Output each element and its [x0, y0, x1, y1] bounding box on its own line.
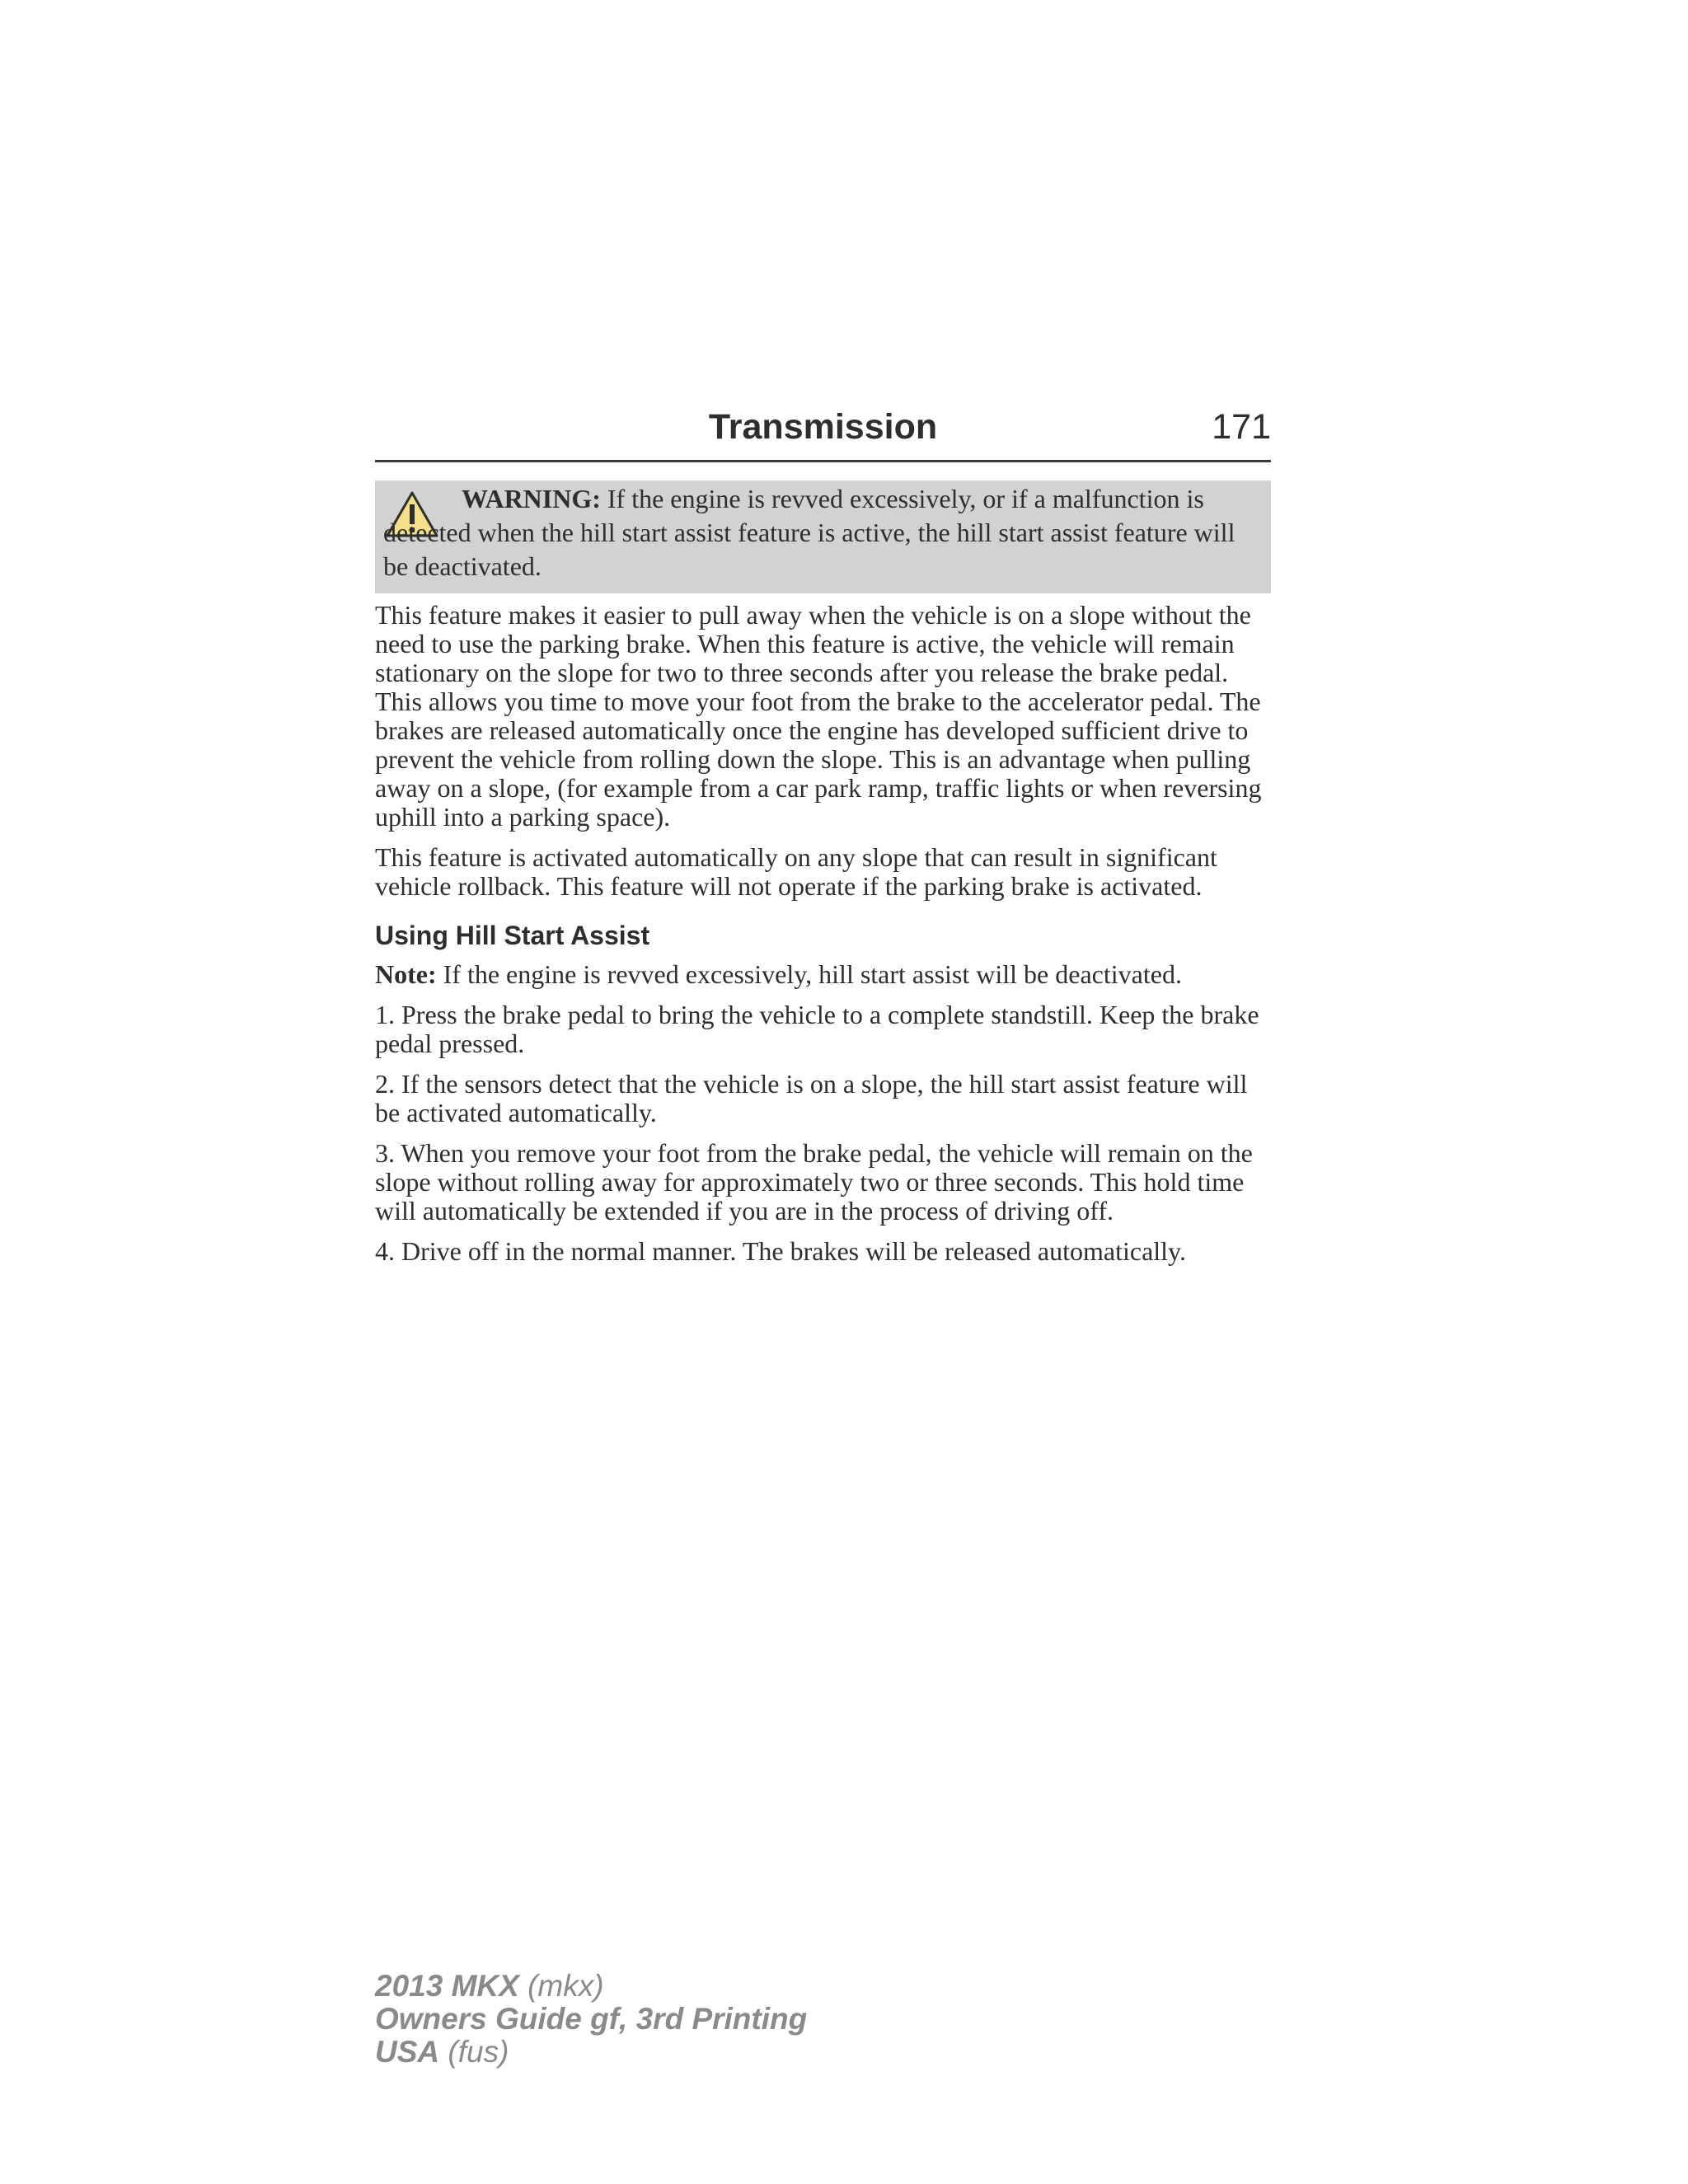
warning-text	[383, 482, 1257, 583]
body-content	[375, 601, 1271, 1277]
step-4: 4. Drive off in the normal manner. The brakes will be released automatically.	[375, 1236, 1186, 1266]
paragraph-activation: This feature is activated automatically on any slope that can result in significant vehicle rollback. This feature will not operate if the parking brake is activated.	[375, 842, 1217, 901]
note-label: Note:	[375, 959, 437, 989]
footer-line-2: Owners Guide gf, 3rd Printing	[375, 2002, 808, 2036]
footer-line-1: 2013 MKX (mkx)	[375, 1969, 604, 2003]
note-text: If the engine is revved excessively, hill start assist will be deactivated.	[443, 959, 1182, 989]
note-paragraph	[375, 960, 1271, 989]
footer-line-3: USA (fus)	[375, 2035, 509, 2069]
warning-body: If the engine is revved excessively, or if a malfunction is detected when the hill start assist feature is active, the hill start assist feature will be deactivated.	[383, 484, 1236, 581]
step-2: 2. If the sensors detect that the vehicle is on a slope, the hill start assist feature will be activated automatically.	[375, 1069, 1248, 1127]
step-1: 1. Press the brake pedal to bring the vehicle to a complete standstill. Keep the brake pedal pressed.	[375, 1000, 1259, 1058]
warning-box	[375, 480, 1271, 593]
paragraph-intro: This feature makes it easier to pull away when the vehicle is on a slope without the need to use the parking brake. When this feature is active, the vehicle will remain stationary on the slope for two to three seconds after you release the brake pedal. This allows you time to move your foot from the brake to the accelerator pedal. The brakes are released automatically once the engine has developed sufficient drive to prevent the vehicle from rolling down the slope. This is an advantage when pulling away on a slope, (for example from a car park ramp, traffic lights or when reversing uphill into a parking space).	[375, 600, 1262, 832]
page-header	[375, 404, 1271, 462]
page-number: 171	[1212, 407, 1271, 447]
section-heading: Using Hill Start Assist	[375, 921, 650, 950]
section-title: Transmission	[708, 407, 938, 447]
page-footer	[375, 1970, 807, 2069]
warning-label: WARNING:	[462, 484, 601, 513]
step-3: 3. When you remove your foot from the brake pedal, the vehicle will remain on the slope without rolling away for approximately two or three seconds. This hold time will automatically be extended if you are in the process of driving off.	[375, 1138, 1253, 1226]
